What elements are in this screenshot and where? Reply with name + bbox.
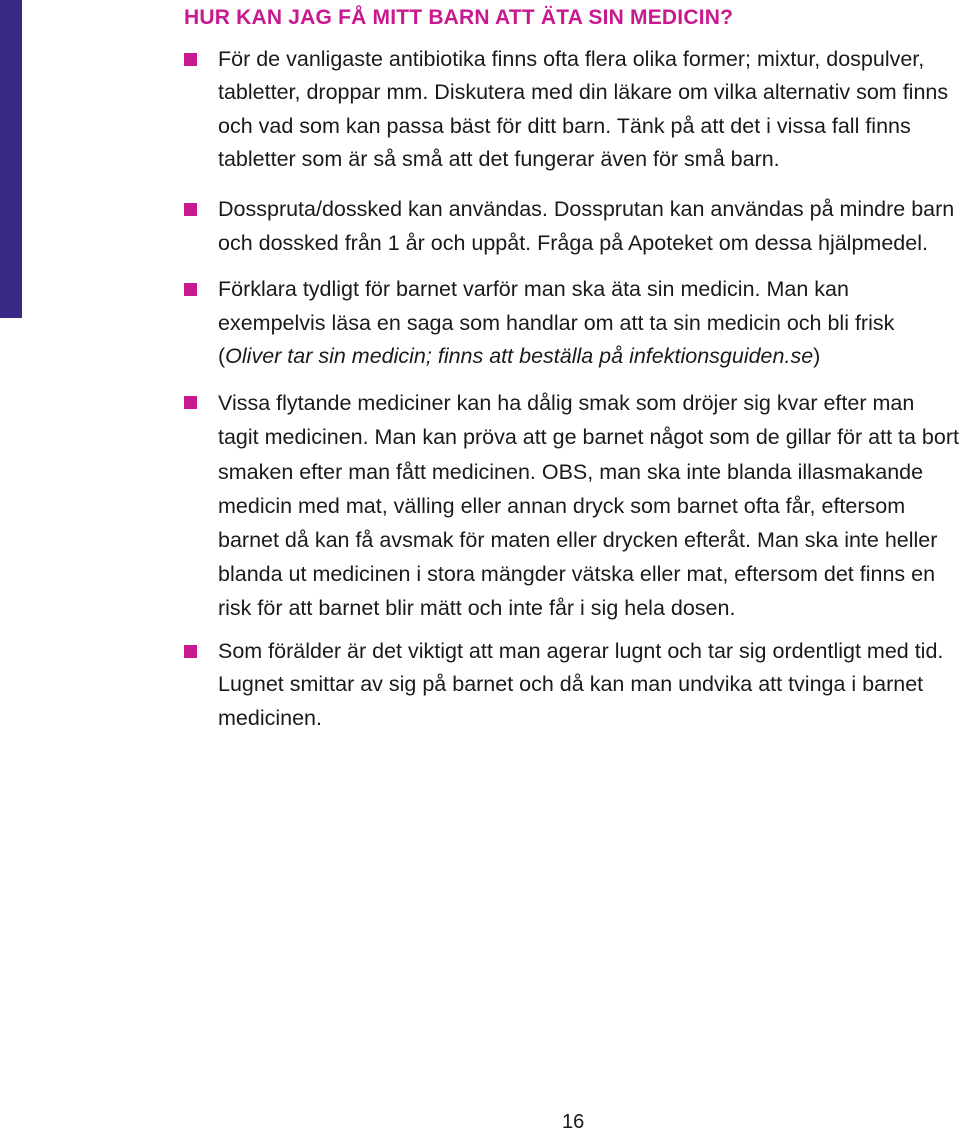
bullet-list (184, 43, 960, 736)
square-bullet-icon (184, 283, 197, 296)
list-item (184, 386, 960, 625)
list-item (184, 635, 960, 736)
page-number: 16 (562, 1111, 585, 1133)
square-bullet-icon (184, 203, 197, 216)
list-item-text (218, 277, 894, 369)
list-item-text: Dosspruta/dossked kan användas. Dossprutan kan användas på mindre barn och dossked från 1 år och uppåt. Fråga på Apoteket om dessa hjälpmedel. (218, 197, 955, 255)
square-bullet-icon (184, 53, 197, 66)
list-item-text: För de vanligaste antibiotika finns ofta flera olika former; mixtur, dospulver, tabletter, droppar mm. Diskutera med din läkare om vilka alternativ som finns och vad som kan passa bäst för ditt barn. Tänk på att det i vissa fall finns tabletter som är så små att det fungerar även för små barn. (218, 47, 949, 171)
list-item (184, 43, 960, 176)
list-item-text: Som förälder är det viktigt att man agerar lugnt och tar sig ordentligt med tid. Lugnet smittar av sig på barnet och då kan man undvika att tvinga i barnet medicinen. (218, 638, 944, 731)
square-bullet-icon (184, 645, 197, 658)
booklet-reference: Oliver tar sin medicin; finns att beställa på infektionsguiden.se (225, 344, 814, 369)
list-item (184, 193, 960, 261)
side-accent-bar (0, 0, 22, 318)
page-title: HUR KAN JAG FÅ MITT BARN ATT ÄTA SIN MEDICIN? (184, 6, 734, 29)
square-bullet-icon (184, 396, 197, 409)
list-item-text: Vissa flytande mediciner kan ha dålig smak som dröjer sig kvar efter man tagit medicinen. Man kan pröva att ge barnet något som de gillar för att ta bort smaken efter man fått medicinen. OBS, man ska inte blanda illasmakande medicin med mat, välling eller annan dryck som barnet ofta får, eftersom barnet då kan få avsmak för maten eller drycken efteråt. Man ska inte heller blanda ut medicinen i stora mängder vätska eller mat, eftersom det finns en risk för att barnet blir mätt och inte får i sig hela dosen. (218, 391, 959, 621)
list-item-text-start: Förklara tydligt för barnet varför man ska äta sin medicin. Man kan exempelvis läsa en saga som handlar om att ta sin medicin och bli frisk ( (218, 276, 895, 369)
list-item (184, 273, 960, 374)
list-item-text-end: ) (813, 344, 821, 369)
